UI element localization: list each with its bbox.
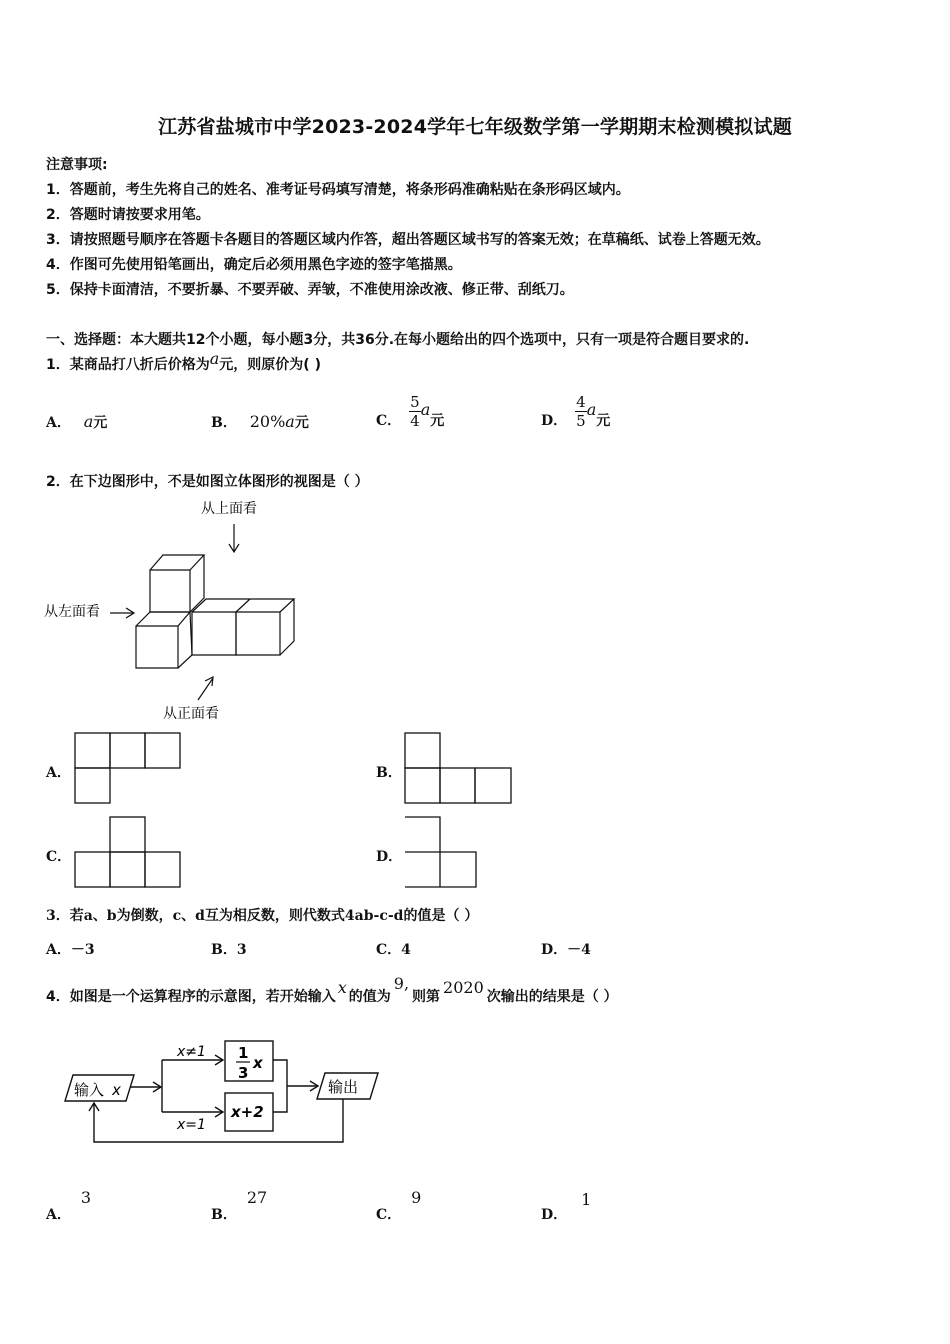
- q4-merge-line: [273, 1060, 287, 1112]
- q4-output-label: 输出: [328, 1078, 359, 1096]
- q1-option-c-unit: 元: [430, 413, 445, 429]
- q2-option-c[interactable]: C．: [46, 849, 72, 865]
- q4-option-b-label: B．: [211, 1207, 237, 1223]
- q1-option-c-label: C．: [376, 413, 402, 429]
- q4-option-a[interactable]: [46, 1188, 91, 1224]
- q3-option-c[interactable]: C．4: [376, 942, 411, 958]
- page-title: 江苏省盐城市中学2023-2024学年七年级数学第一学期期末检测模拟试题: [158, 116, 792, 138]
- notice-item-4: 4．作图可先使用铅笔画出，确定后必须用黑色字迹的签字笔描黑。: [46, 257, 462, 273]
- q1-option-d-expr: a: [586, 399, 597, 419]
- q2-option-a[interactable]: A．: [46, 765, 71, 781]
- q4-text-c: 则第: [412, 989, 441, 1005]
- q1-option-b-label: B．: [211, 415, 237, 431]
- notice-item-2: 2．答题时请按要求用笔。: [46, 207, 210, 223]
- q1-option-c-expr: a: [420, 399, 431, 419]
- q1-option-b-coef: 20%: [249, 412, 286, 431]
- q1-option-c-num: 5: [410, 392, 420, 411]
- q1-option-d-num: 4: [576, 392, 586, 411]
- notice-item-1: 1．答题前，考生先将自己的姓名、准考证号码填写清楚，将条形码准确粘贴在条形码区域内。: [46, 182, 630, 198]
- q4-frac-num: 1: [238, 1044, 249, 1062]
- q1-option-d-label: D．: [541, 413, 568, 429]
- q1-text-b: 元，则原价为( ): [219, 357, 321, 373]
- notice-item-3: 3．请按照题号顺序在答题卡各题目的答题区域内作答，超出答题区域书写的答案无效；在草稿纸、试卷上答题无效。: [46, 232, 770, 248]
- q3-option-a[interactable]: A．－3: [46, 942, 95, 958]
- q2-label-front: 从正面看: [163, 706, 219, 722]
- q4-branch-top-label: x≠1: [177, 1044, 206, 1060]
- q4-input-var: x: [112, 1081, 121, 1099]
- q1-option-b-unit: 元: [294, 415, 309, 431]
- q4-var: x: [337, 978, 347, 997]
- q4-box-plus-label: x+2: [231, 1103, 264, 1121]
- q1-text-a: 1．某商品打八折后价格为: [46, 357, 210, 373]
- section-1-heading: 一、选择题：本大题共12个小题，每小题3分，共36分.在每小题给出的四个选项中，只有一项是符合题目要求的.: [46, 332, 750, 348]
- q1-option-d-den: 5: [576, 411, 586, 430]
- q4-num: 2020: [443, 978, 484, 997]
- q4-frac-var: x: [253, 1054, 263, 1072]
- q4-box-fraction: [225, 1041, 273, 1081]
- q1-option-b-expr: a: [285, 412, 295, 431]
- q2-label-top: 从上面看: [201, 501, 257, 517]
- q1-var: a: [209, 349, 220, 368]
- q4-option-d-value: 1: [581, 1190, 592, 1209]
- q4-input-label: 输入: [74, 1081, 105, 1099]
- notice-item-5: 5．保持卡面清洁，不要折暴、不要弄破、弄皱，不准使用涂改液、修正带、刮纸刀。: [46, 282, 574, 298]
- question-3: 3．若a、b为倒数，c、d互为相反数，则代数式4ab-c-d的值是（ ）: [46, 908, 479, 924]
- q3-option-b[interactable]: B．3: [211, 942, 247, 958]
- q4-option-c-label: C．: [376, 1207, 402, 1223]
- q1-option-a-label: A．: [46, 415, 71, 431]
- q4-text-a: 4．如图是一个运算程序的示意图，若开始输入: [46, 989, 336, 1005]
- q4-option-a-value: 3: [80, 1188, 92, 1207]
- q1-option-a-unit: 元: [93, 415, 108, 431]
- q4-option-c[interactable]: [376, 1188, 421, 1224]
- q4-option-c-value: 9: [411, 1188, 422, 1207]
- q4-option-a-label: A．: [46, 1207, 71, 1223]
- q4-text-d: 次输出的结果是（ ）: [486, 989, 618, 1005]
- q4-option-b[interactable]: [211, 1188, 267, 1224]
- q4-option-d[interactable]: [541, 1190, 591, 1226]
- notice-heading: 注意事项:: [46, 157, 108, 173]
- q1-option-a-expr: a: [83, 412, 94, 431]
- q4-loop-line: [94, 1099, 343, 1142]
- q2-label-left: 从左面看: [44, 604, 100, 620]
- q4-option-d-label: D．: [541, 1207, 568, 1223]
- q3-option-d[interactable]: D．－4: [541, 942, 591, 958]
- q4-text-b: 的值为: [348, 989, 391, 1005]
- q4-option-b-value: 27: [246, 1188, 268, 1207]
- q4-branch-bottom-label: x=1: [177, 1117, 206, 1133]
- q2-option-b[interactable]: B．: [376, 765, 402, 781]
- q1-option-d-unit: 元: [596, 413, 611, 429]
- q2-option-d[interactable]: D．: [376, 849, 403, 865]
- q1-option-c-den: 4: [410, 411, 420, 430]
- q4-val: 9,: [393, 974, 410, 993]
- question-2: 2．在下边图形中，不是如图立体图形的视图是（ ）: [46, 474, 369, 490]
- q4-frac-den: 3: [238, 1064, 249, 1082]
